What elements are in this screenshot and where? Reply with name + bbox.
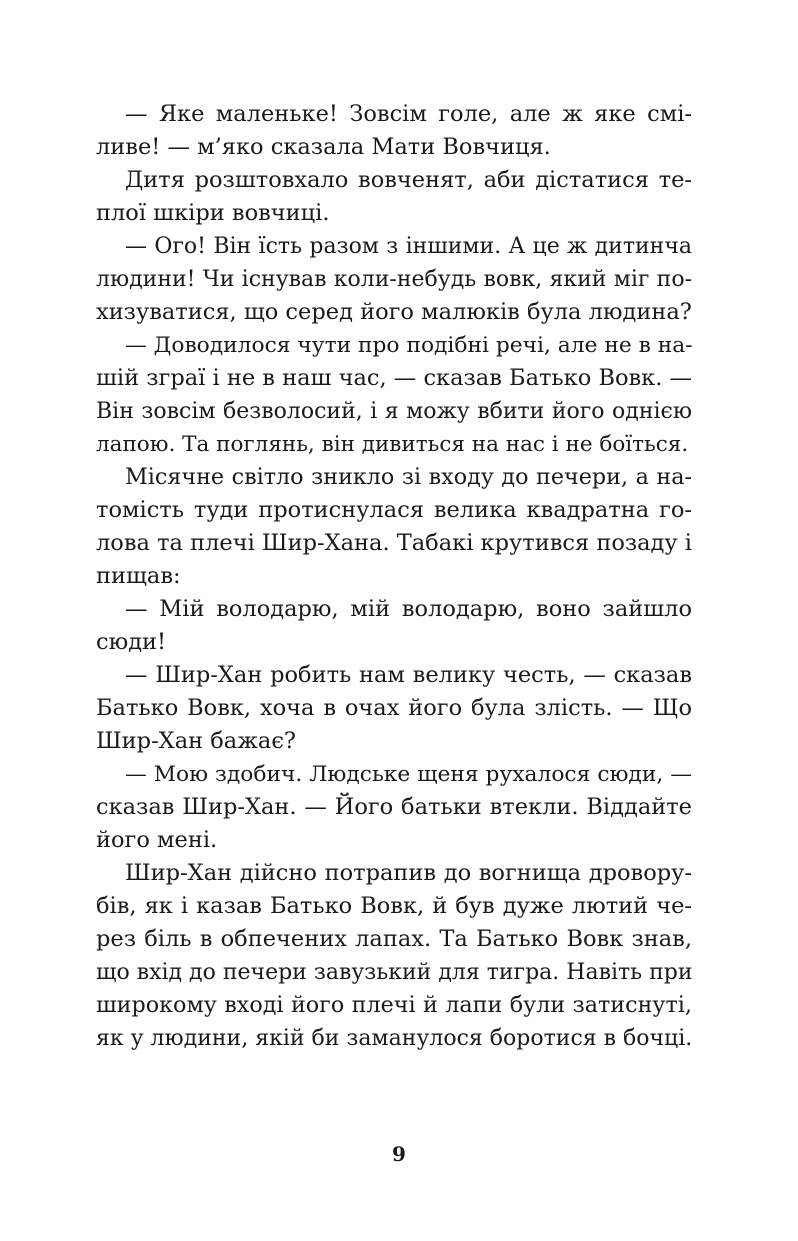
body-text: [96, 98, 692, 1055]
text-line: томість туди протиснулася велика квадратна го-: [96, 497, 692, 523]
paragraph: [96, 164, 692, 230]
text-line: — Доводилося чути про подібні речі, але не в на-: [125, 333, 693, 358]
text-line: ливе! — м’яко сказала Мати Вовчиця.: [96, 134, 551, 160]
text-line: Батько Вовк, хоча в очах його була злість. — Що: [96, 695, 692, 721]
paragraph: [96, 758, 692, 857]
paragraph: [96, 461, 692, 593]
text-line: лова та плечі Шир-Хана. Табакі крутився позаду і: [96, 530, 692, 556]
text-line: Шир-Хан дійсно потрапив до вогнища дровору-: [125, 860, 692, 886]
text-line: хизуватися, що серед його малюків була людина?: [96, 299, 692, 325]
text-line: Дитя розштовхало вовченят, аби дістатися те-: [125, 167, 692, 193]
paragraph: [96, 659, 692, 758]
text-line: Він зовсім безволосий, і я можу вбити його однією: [96, 399, 692, 424]
text-line: бів, як і казав Батько Вовк, й був дуже лютий че-: [96, 893, 692, 919]
text-line: Місячне світло зникло зі входу до печери, а на-: [125, 464, 692, 490]
paragraph: [96, 329, 692, 461]
text-line: його мені.: [96, 827, 218, 853]
page-number: 9: [392, 1142, 406, 1166]
text-line: — Ого! Він їсть разом з іншими. А це ж дитинча: [125, 234, 692, 259]
text-line: широкому вході його плечі й лапи були затиснуті,: [96, 992, 692, 1018]
text-line: — Шир-Хан робить нам велику честь, — сказав: [125, 662, 692, 688]
text-line: пищав:: [96, 563, 181, 589]
paragraph: [96, 230, 692, 329]
paragraph: [96, 98, 692, 164]
text-line: людини! Чи існував коли-небудь вовк, який міг по-: [96, 267, 692, 292]
paragraph: [96, 857, 692, 1055]
text-line: як у людини, якій би заманулося боротися в бочці.: [96, 1026, 693, 1051]
text-line: шій зграї і не в наш час, — сказав Батько Вовк. —: [96, 365, 693, 391]
text-line: рез біль в обпечених лапах. Та Батько Вовк знав,: [96, 926, 692, 952]
text-line: — Мій володарю, мій володарю, воно зайшло: [125, 596, 692, 622]
paragraph: [96, 593, 692, 659]
text-line: сказав Шир-Хан. — Його батьки втекли. Віддайте: [96, 794, 692, 820]
text-line: — Яке маленьке! Зовсім голе, але ж яке смі-: [125, 101, 692, 127]
text-line: плої шкіри вовчиці.: [96, 200, 330, 226]
text-line: — Мою здобич. Людське щеня рухалося сюди, —: [125, 762, 692, 787]
text-line: сюди!: [96, 629, 167, 655]
text-line: лапою. Та поглянь, він дивиться на нас і не боїться.: [96, 432, 689, 457]
text-line: Шир-Хан бажає?: [96, 728, 296, 754]
text-line: що вхід до печери завузький для тигра. Навіть при: [96, 960, 693, 985]
